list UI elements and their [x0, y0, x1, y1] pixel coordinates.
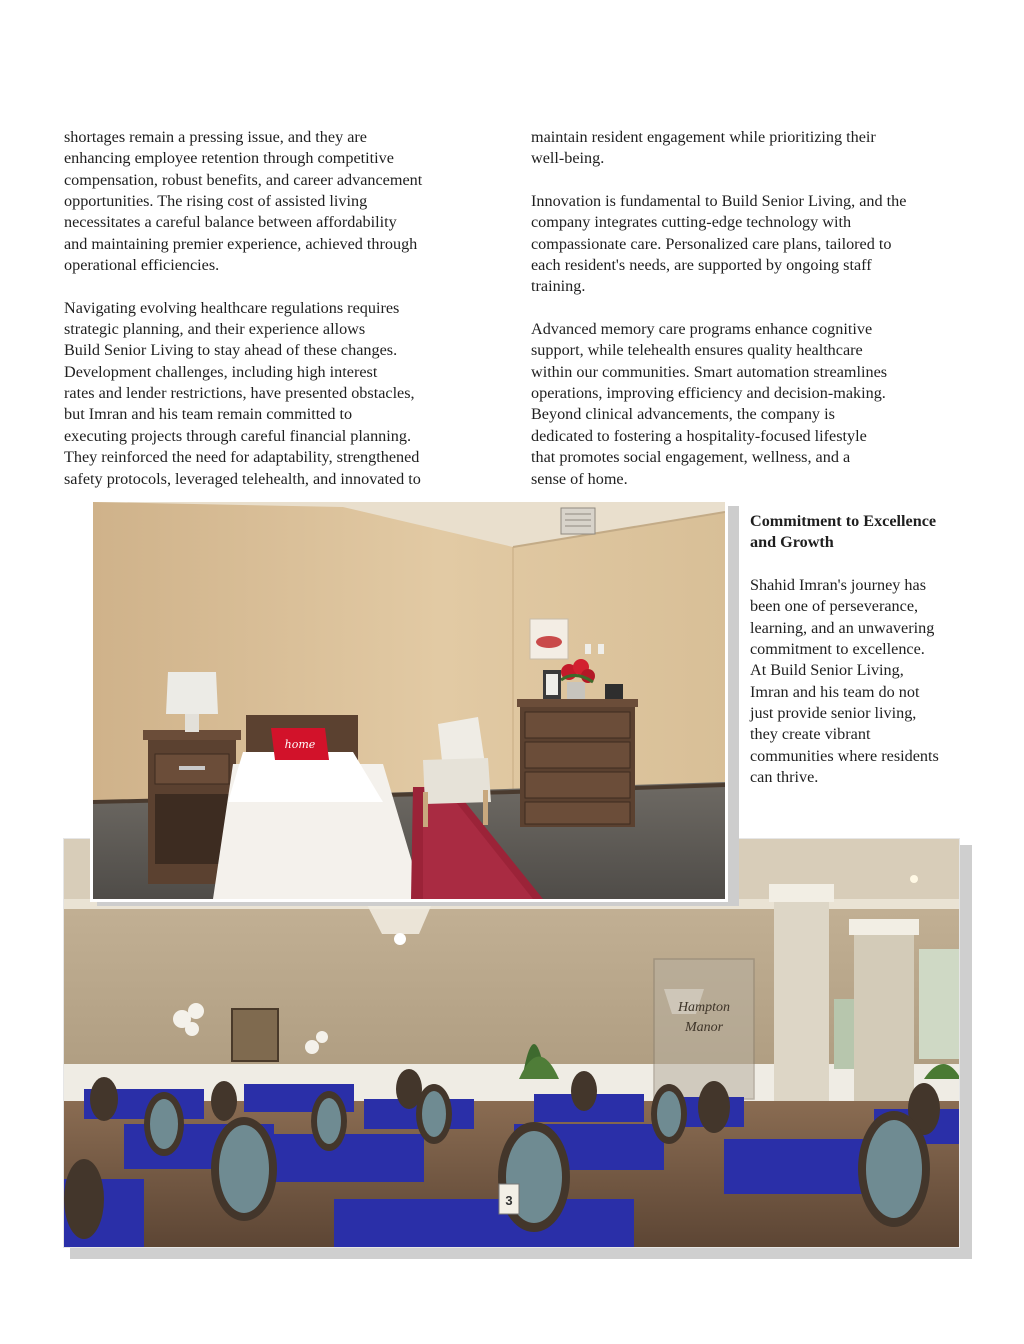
text-line: each resident's needs, are supported by ongoing staff	[531, 256, 872, 275]
text-line: well-being.	[531, 149, 605, 168]
text-line: Imran and his team do not	[750, 682, 920, 701]
text-line: and maintaining premier experience, achieved through	[64, 234, 418, 253]
text-line: Build Senior Living to stay ahead of these changes.	[64, 341, 398, 360]
bedroom-photo	[90, 499, 728, 902]
text-line: can thrive.	[750, 768, 819, 787]
text-line: enhancing employee retention through competitive	[64, 149, 394, 168]
text-line: Navigating evolving healthcare regulations requires	[64, 298, 400, 317]
right-paragraph-2	[531, 191, 961, 298]
table-number: 3	[505, 1193, 513, 1208]
text-line: strategic planning, and their experience allows	[64, 320, 366, 339]
left-paragraph-2	[64, 298, 474, 490]
text-line: been one of perseverance,	[750, 597, 919, 616]
text-line: they create vibrant	[750, 725, 871, 744]
sidebar-text	[750, 511, 970, 810]
bedroom-illustration	[93, 502, 725, 899]
left-text-column	[64, 127, 474, 511]
text-line: opportunities. The rising cost of assisted living	[64, 192, 368, 211]
text-line: training.	[531, 277, 586, 296]
text-line: that promotes social engagement, wellness, and a	[531, 448, 851, 467]
text-line: dedicated to fostering a hospitality-focused lifestyle	[531, 426, 867, 445]
text-line: compensation, robust benefits, and career advancement	[64, 170, 423, 189]
right-paragraph-3	[531, 319, 961, 490]
heading-line: and Growth	[750, 533, 834, 552]
right-text-column	[531, 127, 961, 511]
sidebar-heading	[750, 511, 970, 554]
text-line: necessitates a careful balance between affordability	[64, 213, 397, 232]
text-line: within our communities. Smart automation streamlines	[531, 362, 888, 381]
text-line: sense of home.	[531, 469, 628, 488]
heading-line: Commitment to Excellence	[750, 512, 937, 530]
text-line: Advanced memory care programs enhance cognitive	[531, 320, 873, 339]
pillow-text: home	[284, 738, 316, 751]
text-line: Development challenges, including high interest	[64, 362, 378, 381]
text-line: At Build Senior Living,	[750, 661, 904, 680]
text-line: but Imran and his team remain committed to	[64, 405, 353, 424]
text-line: company integrates cutting-edge technology with	[531, 213, 852, 232]
text-line: rates and lender restrictions, have presented obstacles,	[64, 384, 415, 403]
text-line: shortages remain a pressing issue, and they are	[64, 128, 367, 146]
text-line: commitment to excellence.	[750, 640, 925, 659]
text-line: executing projects through careful financial planning.	[64, 426, 412, 445]
right-paragraph-1	[531, 127, 961, 170]
text-line: communities where residents	[750, 746, 939, 765]
text-line: just provide senior living,	[750, 704, 917, 723]
text-line: maintain resident engagement while prioritizing their	[531, 128, 876, 146]
text-line: Innovation is fundamental to Build Senior Living, and the	[531, 192, 907, 211]
text-line: operational efficiencies.	[64, 256, 220, 275]
text-line: support, while telehealth ensures quality healthcare	[531, 341, 863, 360]
glass-sign-line-2: Manor	[684, 1020, 724, 1035]
text-line: They reinforced the need for adaptability, strengthened	[64, 448, 420, 467]
glass-sign-line-1: Hampton	[677, 1000, 731, 1015]
text-line: safety protocols, leveraged telehealth, and innovated to	[64, 469, 421, 488]
text-line: operations, improving efficiency and decision-making.	[531, 384, 886, 403]
text-line: learning, and an unwavering	[750, 618, 935, 637]
left-paragraph-1	[64, 127, 474, 276]
text-line: Shahid Imran's journey has	[750, 576, 926, 595]
text-line: Beyond clinical advancements, the company is	[531, 405, 835, 424]
sidebar-body	[750, 575, 970, 788]
text-line: compassionate care. Personalized care plans, tailored to	[531, 234, 892, 253]
